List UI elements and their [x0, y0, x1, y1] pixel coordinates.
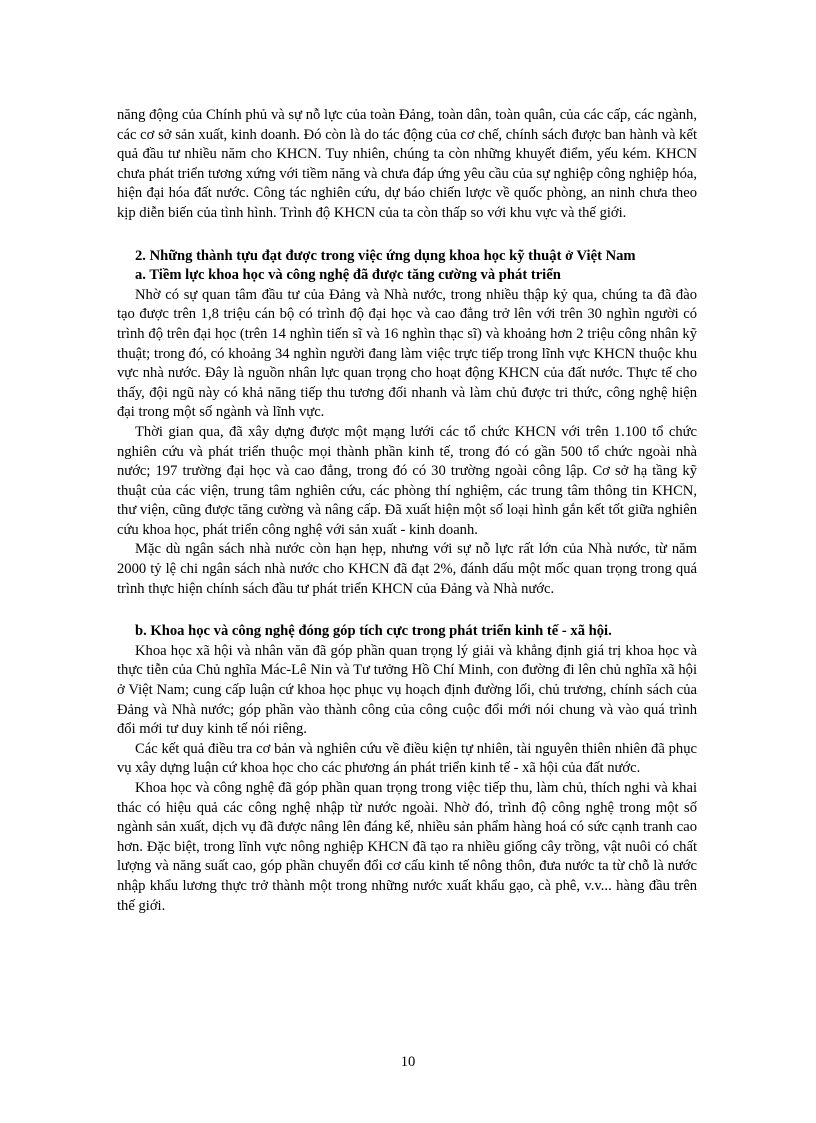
section-b-paragraph: Khoa học và công nghệ đã góp phần quan trọng trong việc tiếp thu, làm chủ, thích nghi và khai thác có hiệu quả các công nghệ nhập từ nước ngoài. Nhờ đó, trình độ công nghệ trong một số ngành sản xuất, dịch vụ đã được nâng lên đáng kể, nhiều sản phẩm hàng hoá có sức cạnh tranh cao hơn. Đặc biệt, trong lĩnh vực nông nghiệp KHCN đã tạo ra nhiều giống cây trồng, vật nuôi có chất lượng và năng suất cao, góp phần chuyển đổi cơ cấu kinh tế nông thôn, đưa nước ta từ chỗ là nước nhập khẩu lương thực trở thành một trong những nước xuất khẩu gạo, cà phê, v.v... hàng đầu trên thế giới.: [117, 780, 697, 914]
intro-paragraph: năng động của Chính phủ và sự nỗ lực của toàn Đảng, toàn dân, toàn quân, của các cấp, các ngành, các cơ sở sản xuất, kinh doanh. Đó còn là do tác động của cơ chế, chính sách được ban hành và kết quả đầu tư nhiều năm cho KHCN. Tuy nhiên, chúng ta còn những khuyết điểm, yếu kém. KHCN chưa phát triển tương xứng với tiềm năng và chưa đáp ứng yêu cầu của sự nghiệp công nghiệp hóa, hiện đại hóa đất nước. Công tác nghiên cứu, dự báo chiến lược về quốc phòng, an ninh chưa theo kịp diễn biến của tình hình. Trình độ KHCN của ta còn thấp so với khu vực và thế giới.: [117, 107, 698, 221]
page-number: 10: [400, 1054, 416, 1070]
page-content: [117, 106, 697, 916]
section-a-paragraph: Mặc dù ngân sách nhà nước còn hạn hẹp, nhưng với sự nỗ lực rất lớn của Nhà nước, từ năm 2000 tỷ lệ chi ngân sách nhà nước cho KHCN đã đạt 2%, đánh dấu một mốc quan trọng trong quá trình thực hiện chính sách đầu tư phát triển KHCN của Đảng và Nhà nước.: [117, 541, 697, 597]
section-b-paragraph: Các kết quả điều tra cơ bản và nghiên cứu về điều kiện tự nhiên, tài nguyên thiên nhiên đã phục vụ xây dựng luận cứ khoa học cho các phương án phát triển kinh tế - xã hội của đất nước.: [117, 740, 697, 777]
section-a-paragraph: Thời gian qua, đã xây dựng được một mạng lưới các tổ chức KHCN với trên 1.100 tổ chức nghiên cứu và phát triển thuộc mọi thành phần kinh tế, trong đó có gần 500 tổ chức ngoài nhà nước; 197 trường đại học và cao đẳng, trong đó có 30 trường ngoài công lập. Cơ sở hạ tầng kỹ thuật của các viện, trung tâm nghiên cứu, các phòng thí nghiệm, các trung tâm thông tin KHCN, thư viện, cũng được tăng cường và nâng cấp. Đã xuất hiện một số loại hình gắn kết tốt giữa nghiên cứu khoa học, phát triển công nghệ với sản xuất - kinh doanh.: [117, 423, 697, 538]
section-b-paragraph: Khoa học xã hội và nhân văn đã góp phần quan trọng lý giải và khẳng định giá trị khoa học và thực tiễn của Chủ nghĩa Mác-Lê Nin và Tư tưởng Hồ Chí Minh, con đường đi lên chủ nghĩa xã hội ở Việt Nam; cung cấp luận cứ khoa học phục vụ hoạch định đường lối, chủ trương, chính sách của Đảng và Nhà nước; góp phần vào thành công của công cuộc đổi mới nói chung và vào quá trình đổi mới tư duy kinh tế nói riêng.: [117, 642, 697, 738]
section-2-heading: 2. Những thành tựu đạt được trong việc ứng dụng khoa học kỹ thuật ở Việt Nam: [135, 247, 636, 264]
section-a-paragraph: Nhờ có sự quan tâm đầu tư của Đảng và Nhà nước, trong nhiều thập kỷ qua, chúng ta đã đào tạo được trên 1,8 triệu cán bộ có trình độ đại học và cao đẳng trở lên với trên 30 nghìn người có trình độ trên đại học (trên 14 nghìn tiến sĩ và 16 nghìn thạc sĩ) và khoảng hơn 2 triệu công nhân kỹ thuật; trong đó, có khoảng 34 nghìn người đang làm việc trực tiếp trong lĩnh vực KHCN thuộc khu vực nhà nước. Đây là nguồn nhân lực quan trọng cho hoạt động KHCN của đất nước. Thực tế cho thấy, đội ngũ này có khả năng tiếp thu tương đối nhanh và làm chủ được tri thức, công nghệ hiện đại trong một số ngành và lĩnh vực.: [117, 286, 697, 421]
section-b-heading: b. Khoa học và công nghệ đóng góp tích cực trong phát triển kinh tế - xã hội.: [135, 623, 612, 640]
section-2-heading-block: [117, 247, 697, 286]
section-a-heading: a. Tiềm lực khoa học và công nghệ đã được tăng cường và phát triển: [135, 267, 561, 284]
